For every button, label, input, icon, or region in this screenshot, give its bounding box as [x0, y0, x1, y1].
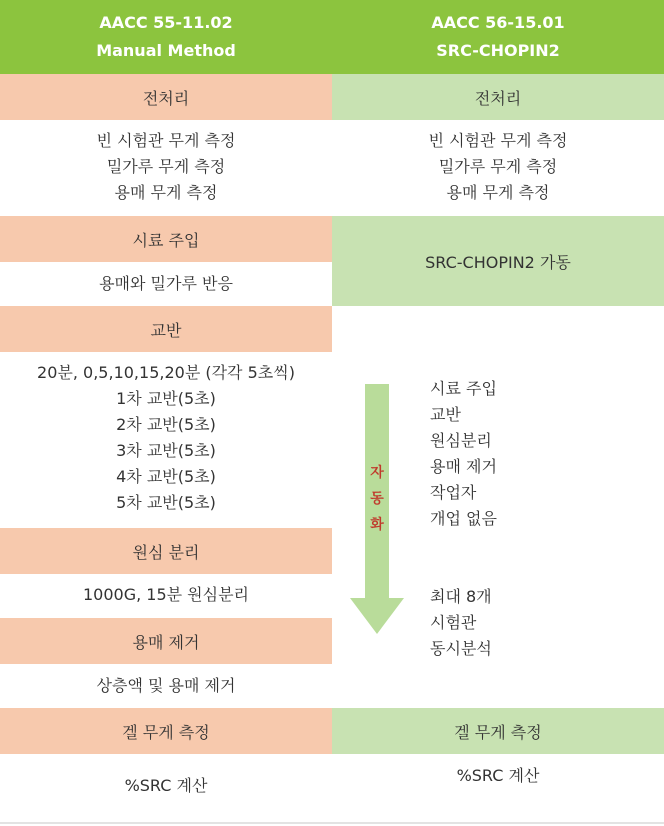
- auto-steps-list: [430, 376, 650, 532]
- manual-centrifuge-label: [0, 528, 332, 574]
- auto-src-calc-text: %SRC 계산: [456, 766, 540, 785]
- auto-gel-weight-text: 겔 무게 측정: [454, 722, 542, 742]
- auto-step: 시료 주입: [430, 379, 497, 398]
- manual-src-calc-text: %SRC 계산: [124, 776, 208, 795]
- manual-solvent-removal-label: [0, 618, 332, 664]
- auto-step: 개업 없음: [430, 509, 497, 528]
- manual-pretreatment-step: 빈 시험관 무게 측정: [96, 131, 236, 150]
- manual-sample-injection-label: [0, 216, 332, 262]
- auto-step: 작업자: [430, 483, 477, 502]
- auto-step: 교반: [430, 405, 461, 424]
- auto-pretreatment-step: 빈 시험관 무게 측정: [428, 131, 568, 150]
- manual-gel-weight-text: 겔 무게 측정: [122, 722, 210, 742]
- manual-sample-injection-desc: [0, 271, 332, 297]
- manual-stirring-step: 20분, 0,5,10,15,20분 (각각 5초씩): [37, 363, 295, 382]
- manual-pretreatment-label: [0, 74, 332, 120]
- automation-label: [350, 460, 404, 538]
- auto-pretreatment-step: 용매 무게 측정: [446, 183, 550, 202]
- manual-stirring-step: 2차 교반(5초): [116, 415, 216, 434]
- bottom-divider: [0, 822, 664, 824]
- manual-method-header: [0, 0, 332, 74]
- automation-char: 자: [370, 465, 384, 481]
- auto-pretreatment-text: 전처리: [474, 88, 522, 108]
- manual-solvent-removal-text: 용매 제거: [132, 632, 200, 652]
- auto-src-calc: [332, 763, 664, 789]
- src-header-line2: SRC-CHOPIN2: [436, 41, 560, 60]
- manual-stirring-label: [0, 306, 332, 352]
- src-chopin2-header: [332, 0, 664, 74]
- src-header-line1: AACC 56-15.01: [431, 13, 565, 32]
- auto-gel-weight-label: [332, 708, 664, 754]
- auto-capacity-step: 최대 8개: [430, 587, 492, 606]
- manual-stirring-step: 5차 교반(5초): [116, 493, 216, 512]
- auto-step: 용매 제거: [430, 457, 497, 476]
- auto-run-label: [332, 216, 664, 306]
- manual-header-line1: AACC 55-11.02: [99, 13, 233, 32]
- manual-gel-weight-label: [0, 708, 332, 754]
- auto-capacity-step: 시험관: [430, 613, 477, 632]
- auto-pretreatment-steps: [332, 128, 664, 206]
- auto-capacity-list: [430, 584, 650, 662]
- manual-solvent-removal-desc: [0, 673, 332, 699]
- automation-char: 화: [370, 517, 384, 533]
- manual-stirring-step: 1차 교반(5초): [116, 389, 216, 408]
- manual-pretreatment-text: 전처리: [142, 88, 190, 108]
- automation-char: 동: [370, 491, 384, 507]
- manual-src-calc: [0, 773, 332, 799]
- manual-header-line2: Manual Method: [96, 41, 236, 60]
- manual-centrifuge-text: 원심 분리: [132, 542, 200, 562]
- manual-sample-injection-desc-text: 용매와 밀가루 반응: [99, 274, 233, 293]
- auto-pretreatment-label: [332, 74, 664, 120]
- auto-capacity-step: 동시분석: [430, 639, 492, 658]
- manual-pretreatment-step: 밀가루 무게 측정: [106, 157, 226, 176]
- manual-centrifuge-desc: [0, 582, 332, 608]
- manual-pretreatment-step: 용매 무게 측정: [114, 183, 218, 202]
- manual-centrifuge-desc-text: 1000G, 15분 원심분리: [82, 585, 249, 604]
- auto-run-text: SRC-CHOPIN2 가동: [425, 252, 571, 272]
- manual-stirring-text: 교반: [150, 320, 182, 340]
- manual-sample-injection-text: 시료 주입: [132, 230, 200, 250]
- manual-pretreatment-steps: [0, 128, 332, 206]
- manual-stirring-step: 3차 교반(5초): [116, 441, 216, 460]
- manual-stirring-step: 4차 교반(5초): [116, 467, 216, 486]
- manual-stirring-steps: [0, 360, 332, 516]
- auto-pretreatment-step: 밀가루 무게 측정: [438, 157, 558, 176]
- manual-solvent-removal-desc-text: 상층액 및 용매 제거: [96, 676, 236, 695]
- auto-step: 원심분리: [430, 431, 492, 450]
